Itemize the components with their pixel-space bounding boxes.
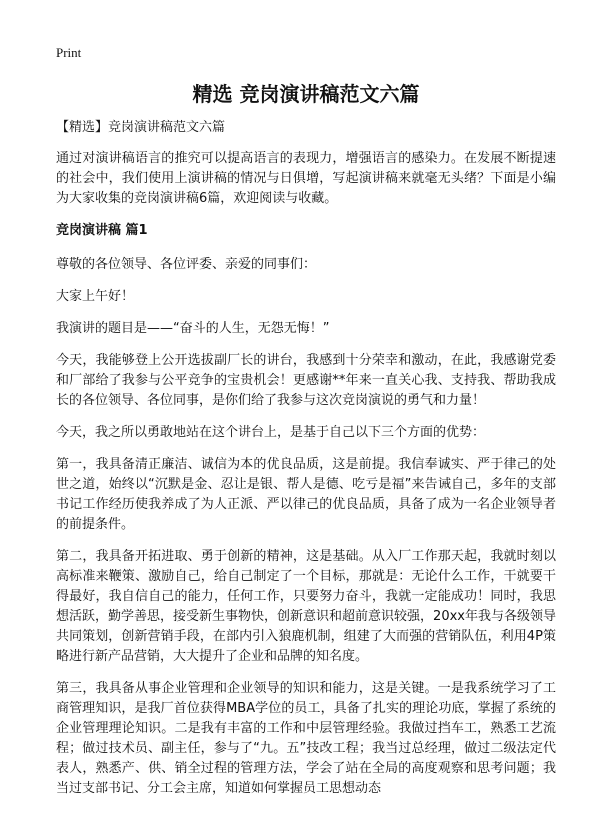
greeting-paragraph: 大家上午好！ [56,289,135,304]
salutation-paragraph: 尊敬的各位领导、各位评委、亲爱的同事们： [56,257,317,272]
print-link[interactable]: Print [56,45,82,60]
advantage-three-paragraph: 第三，我具备从事企业管理和企业领导的知识和能力，这是关键。一是我系统学习了工商管理知识，是我厂首位获得MBA学位的员工，具备了扎实的理论功底，掌握了系统的企业管理理论知识。二是我有丰富的工作和中层管理经验。我做过挡车工，熟悉工艺流程；做过技术员、副主任，参与了“九。五”技改工程；我当过总经理，做过二级法定代表人，熟悉产、供、销全过程的管理方法，学会了站在全局的高度观察和思考问题；我当过支部书记、分工会主席，知道如何掌握员工思想动态 [56,681,556,796]
document-title: 精选 竞岗演讲稿范文六篇 [192,82,420,106]
document-subtitle: 【精选】竞岗演讲稿范文六篇 [56,120,226,135]
advantages-intro-paragraph: 今天，我之所以勇敢地站在这个讲台上，是基于自己以下三个方面的优势： [56,425,486,440]
advantage-two-paragraph: 第二，我具备开拓进取、勇于创新的精神，这是基础。从入厂工作那天起，我就时刻以高标准来鞭策、激励自己，给自己制定了一个目标，那就是：无论什么工作，干就要干得最好，我自信自己的能力，任何工作，只要努力奋斗，我就一定能成功！同时，我思想活跃，勤学善思，接受新生事物快，创新意识和超前意识较强，20xx年我与各级领导共同策划，创新营销手段，在部内引入狼鹿机制，组建了大而强的营销队伍，利用4P策略进行新产品营销，大大提升了企业和品牌的知名度。 [56,549,556,664]
intro-paragraph: 通过对演讲稿语言的推究可以提高语言的表现力，增强语言的感染力。在发展不断提速的社会中，我们使用上演讲稿的情况与日俱增，写起演讲稿来就毫无头绪？下面是小编为大家收集的竞岗演讲稿6篇，欢迎阅读与收藏。 [56,151,556,206]
advantage-one-paragraph: 第一，我具备清正廉洁、诚信为本的优良品质，这是前提。我信奉诚实、严于律己的处世之道，始终以“沉默是金、忍让是银、帮人是德、吃亏是福”来告诫自己，多年的支部书记工作经历使我养成了为人正派、严以律己的优良品质，具备了成为一名企业领导者的前提条件。 [56,457,556,532]
speech-topic-paragraph: 我演讲的题目是——“奋斗的人生，无怨无悔！” [56,321,330,336]
thanks-paragraph: 今天，我能够登上公开选拔副厂长的讲台，我感到十分荣幸和激动，在此，我感谢党委和厂部给了我参与公平竞争的宝贵机会！更感谢**年来一直关心我、支持我、帮助我成长的各位领导、各位同事，是你们给了我参与这次竞岗演说的勇气和力量！ [56,353,556,408]
section-heading: 竞岗演讲稿 篇1 [56,223,148,238]
